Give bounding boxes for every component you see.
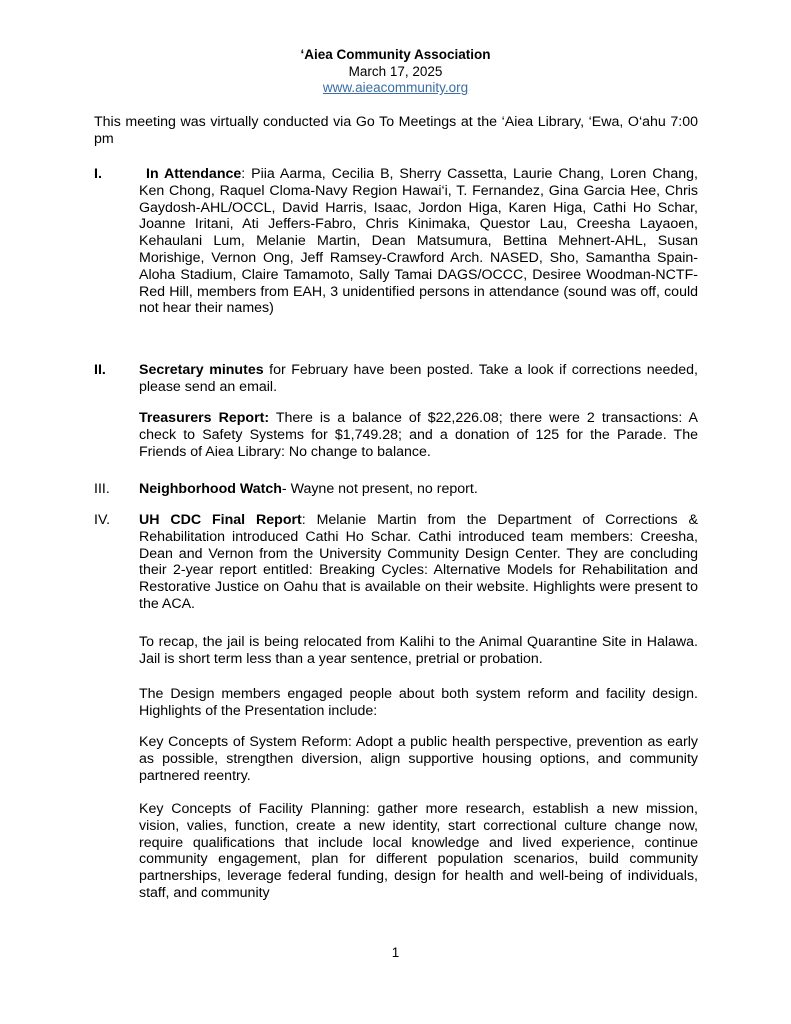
- section-numeral-watch: III.: [94, 481, 110, 497]
- uhcdc-text: : Melanie Martin from the Department of Corrections & Rehabilitation introduced Cathi Ho Schar. Cathi introduced team members: Creesha, Dean and Vernon from the University Community Design Center. They are concluding their 2-year report entitled: Breaking Cycles: Alternative Models for Rehabilitation and Restorative Justice on Oahu that is available on their website. Highlights were present to the ACA.: [139, 512, 698, 612]
- uhcdc-paragraph: [139, 512, 698, 613]
- section-numeral-attendance: I.: [94, 166, 102, 182]
- website-link[interactable]: www.aieacommunity.org: [322, 80, 469, 95]
- section-numeral-uhcdc: IV.: [94, 512, 111, 528]
- attendance-text: : Piia Aarma, Cecilia B, Sherry Cassetta, Laurie Chang, Loren Chang, Ken Chong, Raquel Cloma-Navy Region Hawai‘i, T. Fernandez, Gina Garcia Hee, Chris Gaydosh-AHL/OCCL, David Harris, Isaac, Jordon Higa, Karen Higa, Cathi Ho Schar, Joanne Iritani, Ati Jeffers-Fabro, Chris Kinimaka, Questor Lau, Creesha Layaoen, Kehaulani Lum, Melanie Martin, Dean Matsumura, Bettina Mehnert-AHL, Susan Morishige, Vernon Ong, Jeff Ramsey-Crawford Arch. NASED, Sho, Samantha Spain-Aloha Stadium, Claire Tamamoto, Sally Tamai DAGS/OCCC, Desiree Woodman-NCTF-Red Hill, members from EAH, 3 unidentified persons in attendance (sound was off, could not hear their names): [139, 166, 698, 317]
- recap-paragraph: To recap, the jail is being relocated from Kalihi to the Animal Quarantine Site in Halawa. Jail is short term less than a year sentence, pretrial or probation.: [139, 634, 698, 667]
- attendance-heading: In Attendance: [146, 166, 242, 182]
- treasurer-heading: Treasurers Report:: [139, 410, 270, 426]
- watch-paragraph: [139, 481, 698, 498]
- secretary-paragraph: [139, 362, 698, 396]
- page-number: 1: [391, 945, 400, 960]
- section-numeral-secretary: II.: [94, 362, 106, 378]
- treasurer-paragraph: [139, 410, 698, 460]
- meeting-intro: This meeting was virtually conducted via Go To Meetings at the ‘Aiea Library, ‘Ewa, O‘ahu 7:00 pm: [94, 114, 698, 147]
- attendance-paragraph: [139, 166, 698, 317]
- secretary-heading: Secretary minutes: [139, 362, 264, 378]
- secretary-text: for February have been posted. Take a look if corrections needed, please send an email.: [139, 362, 698, 395]
- facility-planning-paragraph: Key Concepts of Facility Planning: gather more research, establish a new mission, vision, valies, function, create a new identity, start correctional culture change now, require qualifications that include local knowledge and lived experience, continue community engagement, plan for different population scenarios, build community partnerships, leverage federal funding, design for health and well-being of individuals, staff, and community: [139, 801, 698, 901]
- organization-title: ‘Aiea Community Association: [300, 47, 491, 62]
- design-paragraph: The Design members engaged people about both system reform and facility design. Highlights of the Presentation include:: [139, 686, 698, 719]
- watch-heading: Neighborhood Watch: [139, 481, 282, 497]
- system-reform-paragraph: Key Concepts of System Reform: Adopt a public health perspective, prevention as early as possible, strengthen diversion, align supportive housing options, and community partnered reentry.: [139, 734, 698, 784]
- treasurer-text: There is a balance of $22,226.08; there were 2 transactions: A check to Safety Systems for $1,749.28; and a donation of 125 for the Parade. The Friends of Aiea Library: No change to balance.: [139, 410, 698, 460]
- uhcdc-heading: UH CDC Final Report: [139, 512, 302, 528]
- watch-text: - Wayne not present, no report.: [281, 481, 478, 497]
- meeting-date: March 17, 2025: [348, 64, 443, 79]
